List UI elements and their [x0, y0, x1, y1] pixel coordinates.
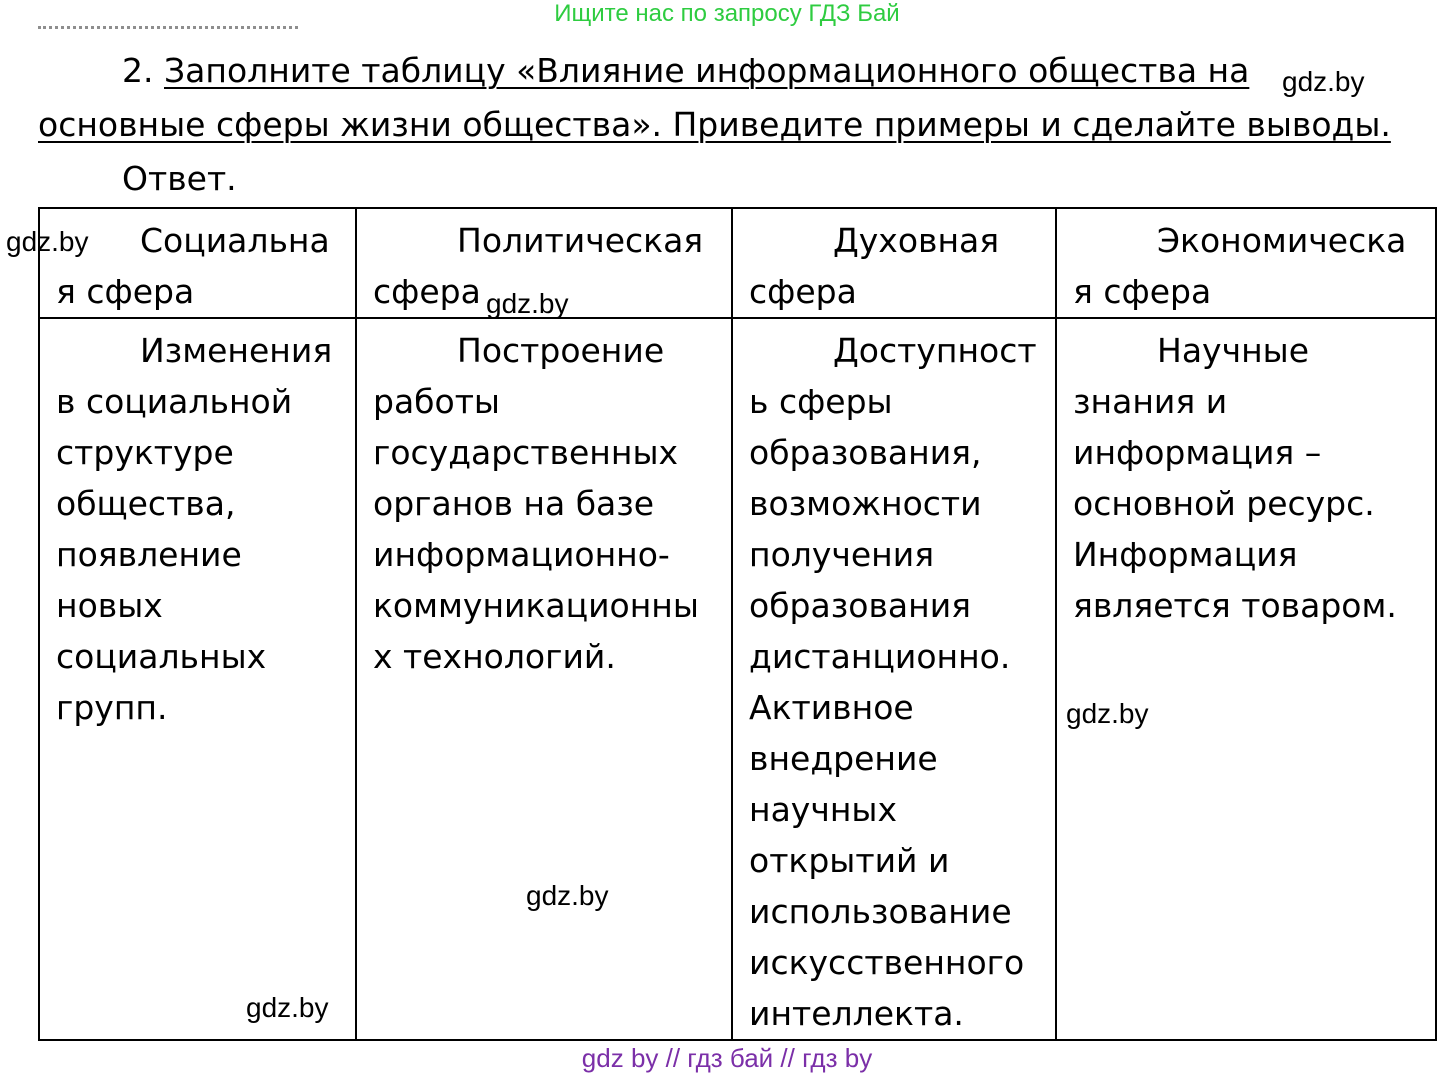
watermark: gdz.by [6, 226, 89, 257]
footer-links: gdz by // гдз бай // гдз by [581, 1043, 873, 1073]
task-line-1 [38, 44, 1433, 98]
header-social: Социальная сфера [39, 208, 356, 318]
spheres-table [38, 207, 1437, 1041]
watermark: gdz.by [526, 880, 609, 911]
task-text-part-1: Заполните таблицу «Влияние информационного общества на [164, 51, 1250, 90]
header-spiritual: Духовная сфера [732, 208, 1056, 318]
header-political: Политическая сфера [356, 208, 732, 318]
search-hint-banner: Ищите нас по запросу ГДЗ Бай [554, 0, 900, 27]
cell-social: Изменения в социальной структуре общества, появление новых социальных групп. [39, 318, 356, 1040]
table-header-row [39, 208, 1436, 318]
answer-label: Ответ. [122, 159, 237, 198]
watermark: gdz.by [1066, 698, 1149, 729]
cell-economic: Научные знания и информация – основной ресурс. Информация является товаром. [1056, 318, 1436, 1040]
task-number: 2. [122, 51, 154, 90]
watermark: gdz.by [246, 992, 329, 1023]
task-statement [38, 44, 1433, 152]
table-row [39, 318, 1436, 1040]
cell-spiritual: Доступность сферы образования, возможности получения образования дистанционно. Активное внедрение научных открытий и использование искусственного интеллекта. [732, 318, 1056, 1040]
cropped-text-fragment [38, 26, 298, 35]
cell-political: Построение работы государственных органов на базе информационно-коммуникационных технологий. [356, 318, 732, 1040]
watermark: gdz.by [486, 288, 569, 319]
task-line-2 [38, 98, 1433, 152]
watermark: gdz.by [1282, 66, 1365, 97]
task-text-part-2: основные сферы жизни общества». Приведите примеры и сделайте выводы. [38, 105, 1391, 144]
header-economic: Экономическая сфера [1056, 208, 1436, 318]
